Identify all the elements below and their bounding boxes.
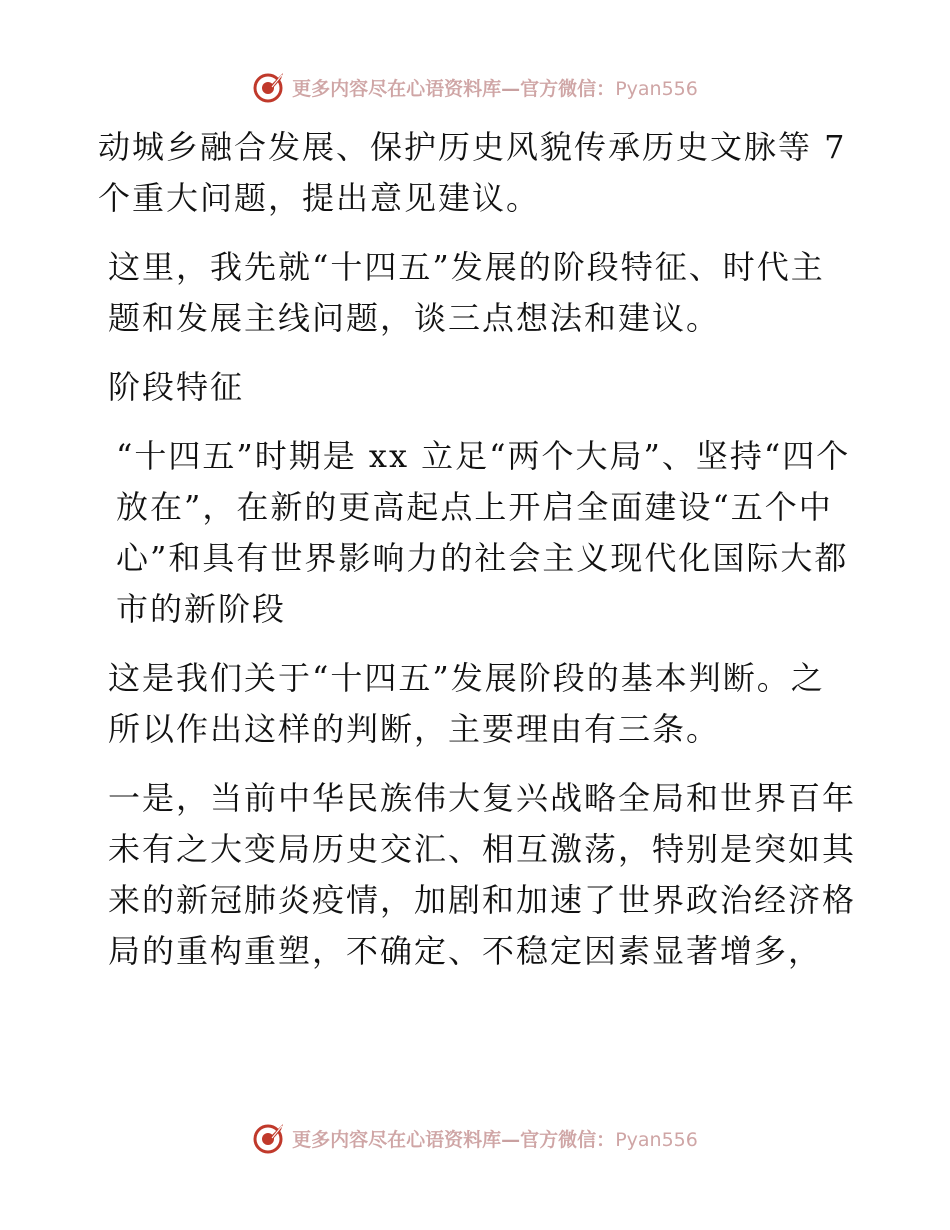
section-heading: 阶段特征: [108, 368, 245, 406]
watermark-wechat-label: 官方微信：: [520, 1128, 616, 1151]
paragraph-reason-one: 一是，当前中华民族伟大复兴战略全局和世界百年未有之大变局历史交汇、相互激荡，特别是突如其来的新冠肺炎疫情，加剧和加速了世界政治经济格局的重构重塑，不确定、不稳定因素显著增多，: [108, 779, 857, 970]
watermark-dash: —: [501, 77, 521, 100]
paragraph-reasons: 这是我们关于“十四五”发展阶段的基本判断。之所以作出这样的判断，主要理由有三条。: [108, 659, 825, 748]
footer-watermark: [0, 1121, 950, 1155]
quill-logo-icon: [252, 1121, 286, 1155]
paragraph-continuation: 动城乡融合发展、保护历史风貌传承历史文脉等 7 个重大问题，提出意见建议。: [98, 128, 847, 217]
quill-logo-icon: [252, 70, 286, 104]
document-body: [98, 122, 858, 995]
watermark-text: [292, 74, 698, 101]
watermark-wechat-label: 官方微信：: [520, 77, 616, 100]
watermark-wechat-id: Pyan556: [615, 1128, 698, 1151]
watermark-brand: 更多内容尽在心语资料库: [292, 1128, 502, 1151]
watermark-wechat-id: Pyan556: [615, 77, 698, 100]
watermark-dash: —: [501, 1128, 521, 1151]
header-watermark: [0, 70, 950, 104]
paragraph-intro: 这里，我先就“十四五”发展的阶段特征、时代主题和发展主线问题，谈三点想法和建议。: [108, 248, 825, 337]
paragraph-stage-judgment: “十四五”时期是 xx 立足“两个大局”、坚持“四个放在”，在新的更高起点上开启全面建设“五个中心”和具有世界影响力的社会主义现代化国际大都市的新阶段: [116, 437, 851, 628]
watermark-brand: 更多内容尽在心语资料库: [292, 77, 502, 100]
watermark-text: [292, 1125, 698, 1152]
